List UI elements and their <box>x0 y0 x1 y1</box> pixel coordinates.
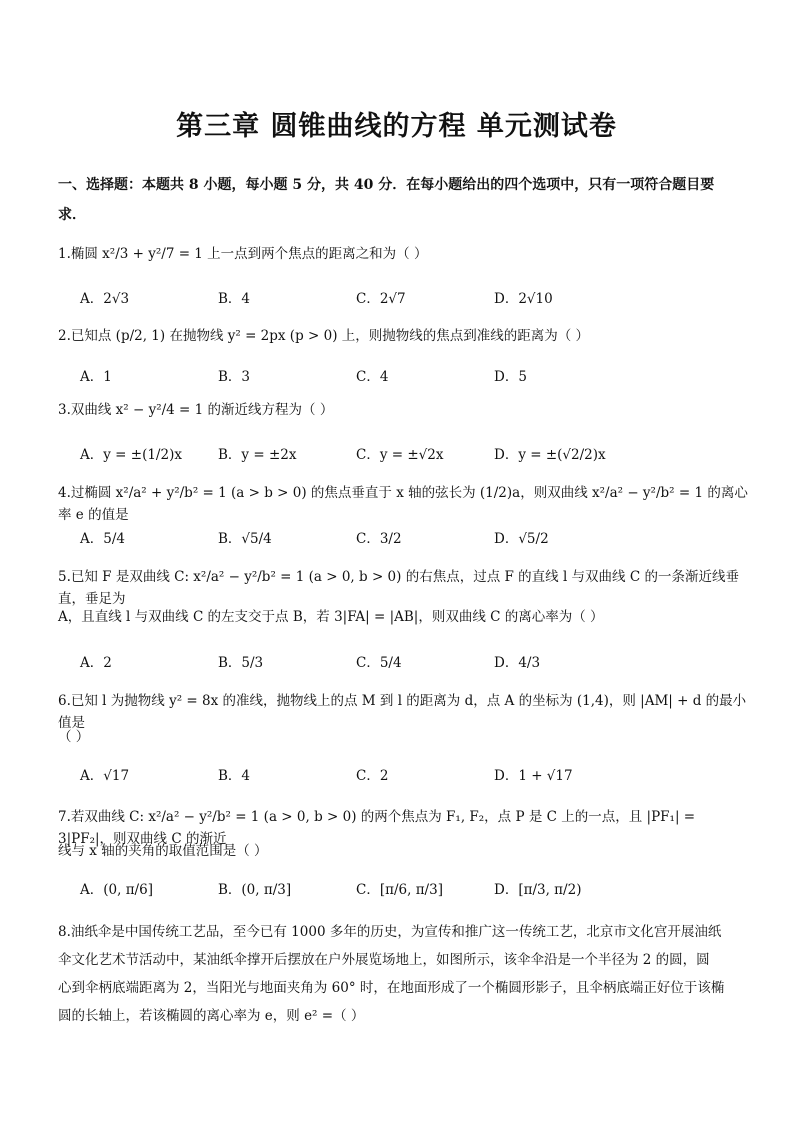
option-a: A．5/4 <box>80 531 125 547</box>
option-a: A．√17 <box>80 768 130 784</box>
question-4-options <box>80 527 740 547</box>
option-d: D．5 <box>494 369 527 385</box>
option-c: C．4 <box>356 369 389 385</box>
question-3-stem: 3.双曲线 x² − y²/4 = 1 的渐近线方程为（ ） <box>58 402 334 418</box>
question-5-stem-line1: 5.已知 F 是双曲线 C: x²/a² − y²/b² = 1 (a > 0, b > 0) 的右焦点，过点 F 的直线 l 与双曲线 C 的一条渐近线垂直，垂足为 <box>58 569 739 607</box>
question-2-options <box>80 365 740 385</box>
option-c: C．5/4 <box>356 655 402 671</box>
question-8-line: 8.油纸伞是中国传统工艺品，至今已有 1000 多年的历史，为宣传和推广这一传统工艺，北京市文化宫开展油纸 <box>58 924 722 940</box>
question-5-stem-line2: A，且直线 l 与双曲线 C 的左支交于点 B，若 3|FA| = |AB|，则双曲线 C 的离心率为（ ） <box>58 609 604 625</box>
option-a: A．(0, π/6] <box>80 882 153 898</box>
option-a: A．2√3 <box>80 291 130 307</box>
option-d: D．[π/3, π/2) <box>494 882 582 898</box>
option-d: D．2√10 <box>494 291 553 307</box>
option-d: D．1 + √17 <box>494 768 573 784</box>
question-7-stem-line2: 线与 x 轴的夹角的取值范围是（ ） <box>58 843 268 859</box>
question-1-options <box>80 287 740 307</box>
option-b: B．4 <box>218 291 251 307</box>
option-b: B．(0, π/3] <box>218 882 292 898</box>
option-b: B．y = ±2x <box>218 447 297 463</box>
question-3-options <box>80 443 740 463</box>
option-d: D．4/3 <box>494 655 541 671</box>
option-c: C．2 <box>356 768 389 784</box>
question-6-stem-line2: （ ） <box>58 729 90 745</box>
option-c: C．y = ±√2x <box>356 447 444 463</box>
question-1-stem: 1.椭圆 x²/3 + y²/7 = 1 上一点到两个焦点的距离之和为（ ） <box>58 246 428 262</box>
question-7-stem-line1: 7.若双曲线 C: x²/a² − y²/b² = 1 (a > 0, b > 0) 的两个焦点为 F₁, F₂，点 P 是 C 上的一点，且 |PF₁| = 3|PF₂|，则双曲线 C 的渐近 <box>58 809 696 847</box>
option-c: C．2√7 <box>356 291 406 307</box>
question-8-line: 伞文化艺术节活动中，某油纸伞撑开后摆放在户外展览场地上，如图所示，该伞伞沿是一个半径为 2 的圆，圆 <box>58 952 710 968</box>
option-c: C．[π/6, π/3] <box>356 882 443 898</box>
question-7-options <box>80 878 740 898</box>
question-6-options <box>80 764 740 784</box>
option-b: B．4 <box>218 768 251 784</box>
question-2-stem: 2.已知点 (p/2, 1) 在抛物线 y² = 2px (p > 0) 上，则抛物线的焦点到准线的距离为（ ） <box>58 328 590 344</box>
option-d: D．y = ±(√2/2)x <box>494 447 606 463</box>
question-4-stem: 4.过椭圆 x²/a² + y²/b² = 1 (a > b > 0) 的焦点垂直于 x 轴的弦长为 (1/2)a，则双曲线 x²/a² − y²/b² = 1 的离心率 e 的值是 <box>58 485 748 523</box>
option-d: D．√5/2 <box>494 531 549 547</box>
option-a: A．y = ±(1/2)x <box>80 447 182 463</box>
page-title: 第三章 圆锥曲线的方程 单元测试卷 <box>176 111 617 142</box>
question-8-stem <box>58 918 748 1030</box>
option-b: B．√5/4 <box>218 531 272 547</box>
question-8-line: 心到伞柄底端距离为 2，当阳光与地面夹角为 60° 时，在地面形成了一个椭圆形影子，且伞柄底端正好位于该椭 <box>58 980 725 996</box>
question-6-stem-line1: 6.已知 l 为抛物线 y² = 8x 的准线，抛物线上的点 M 到 l 的距离为 d，点 A 的坐标为 (1,4)，则 |AM| + d 的最小值是 <box>58 693 747 731</box>
question-5-options <box>80 651 740 671</box>
question-8-line: 圆的长轴上，若该椭圆的离心率为 e，则 e² =（ ） <box>58 1008 365 1024</box>
option-a: A．2 <box>80 655 112 671</box>
option-b: B．3 <box>218 369 251 385</box>
option-a: A．1 <box>80 369 112 385</box>
option-b: B．5/3 <box>218 655 264 671</box>
section-heading: 一、选择题：本题共 8 小题，每小题 5 分，共 40 分．在每小题给出的四个选项中，只有一项符合题目要求． <box>58 177 715 223</box>
option-c: C．3/2 <box>356 531 402 547</box>
